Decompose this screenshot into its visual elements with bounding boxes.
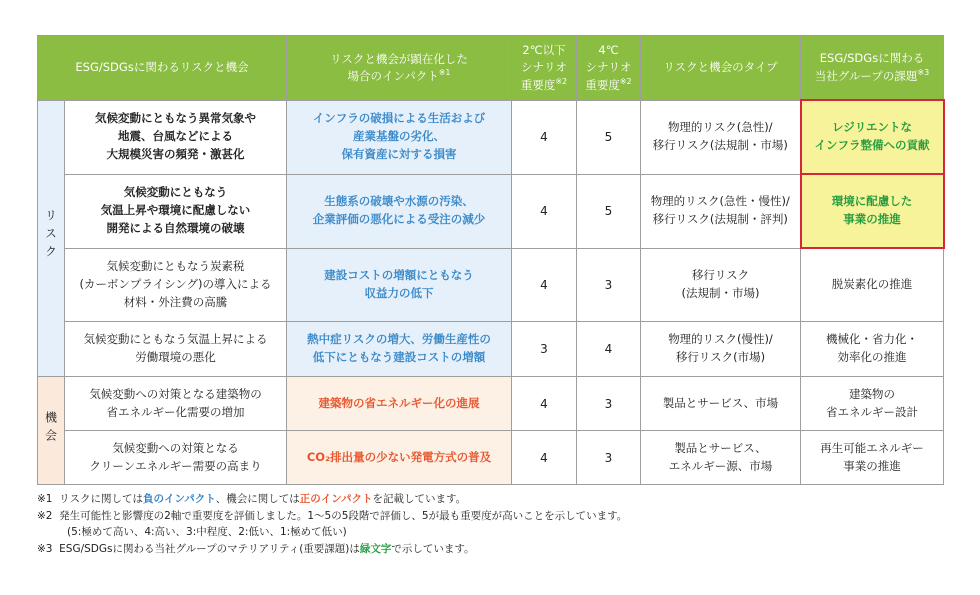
header-2c-scenario: 2℃以下 シナリオ 重要度$^{※2}$ — [512, 36, 577, 101]
risk-opportunity-table — [37, 35, 945, 485]
score-4c: 5 — [577, 100, 641, 174]
score-4c: 3 — [577, 248, 641, 322]
score-4c: 4 — [577, 322, 641, 377]
type-cell: 物理的リスク(慢性)/ 移行リスク(市場) — [641, 322, 801, 377]
footnote-1: ※1 リスクに関しては負のインパクト、機会に関しては正のインパクトを記載しています。 — [37, 493, 467, 505]
header-4c-scenario: 4℃ シナリオ 重要度$^{※2}$ — [577, 36, 641, 101]
score-2c: 4 — [512, 431, 577, 485]
header-type: リスクと機会のタイプ — [641, 36, 801, 101]
score-2c: 4 — [512, 248, 577, 322]
table-row — [38, 100, 944, 174]
footnote-2-scale: (5:極めて高い、4:高い、3:中程度、2:低い、1:極めて低い) — [67, 526, 347, 538]
header-row — [38, 36, 944, 101]
category-risk: リスク — [38, 100, 65, 377]
issue-cell: 脱炭素化の推進 — [801, 248, 944, 322]
issue-cell: 建築物の 省エネルギー設計 — [801, 377, 944, 431]
item-cell: 気候変動にともなう異常気象や 地震、台風などによる 大規模災害の頻発・激甚化 — [65, 100, 287, 174]
table-row — [38, 174, 944, 248]
header-impact: リスクと機会が顕在化した 場合のインパクト$^{※1}$ — [287, 36, 512, 101]
category-opportunity: 機会 — [38, 377, 65, 485]
item-cell: 気候変動への対策となる クリーンエネルギー需要の高まり — [65, 431, 287, 485]
impact-cell: 建設コストの増額にともなう 収益力の低下 — [287, 248, 512, 322]
issue-cell: 機械化・省力化・ 効率化の推進 — [801, 322, 944, 377]
impact-cell: CO₂排出量の少ない発電方式の普及 — [287, 431, 512, 485]
score-4c: 3 — [577, 431, 641, 485]
footnote-2: ※2 発生可能性と影響度の2軸で重要度を評価しました。1～5の5段階で評価し、5が最も重要度が高いことを示しています。 — [37, 509, 628, 522]
score-2c: 4 — [512, 174, 577, 248]
impact-cell: インフラの破損による生活および 産業基盤の劣化、 保有資産に対する損害 — [287, 100, 512, 174]
type-cell: 移行リスク (法規制・市場) — [641, 248, 801, 322]
issue-cell-material: レジリエントな インフラ整備への貢献 — [801, 100, 944, 174]
footnote-3: ※3 ESG/SDGsに関わる当社グループのマテリアリティ(重要課題)は緑文字で示しています。 — [37, 542, 475, 555]
item-cell: 気候変動にともなう 気温上昇や環境に配慮しない 開発による自然環境の破壊 — [65, 174, 287, 248]
score-2c: 4 — [512, 377, 577, 431]
impact-cell: 熱中症リスクの増大、労働生産性の 低下にともなう建設コストの増額 — [287, 322, 512, 377]
type-cell: 物理的リスク(急性)/ 移行リスク(法規制・市場) — [641, 100, 801, 174]
score-4c: 5 — [577, 174, 641, 248]
impact-cell: 建築物の省エネルギー化の進展 — [287, 377, 512, 431]
type-cell: 製品とサービス、市場 — [641, 377, 801, 431]
table-row — [38, 377, 944, 431]
issue-cell-material: 環境に配慮した 事業の推進 — [801, 174, 944, 248]
score-4c: 3 — [577, 377, 641, 431]
item-cell: 気候変動にともなう炭素税 (カーボンプライシング)の導入による 材料・外注費の高騰 — [65, 248, 287, 322]
score-2c: 3 — [512, 322, 577, 377]
issue-cell: 再生可能エネルギー 事業の推進 — [801, 431, 944, 485]
item-cell: 気候変動への対策となる建築物の 省エネルギー化需要の増加 — [65, 377, 287, 431]
table-row — [38, 431, 944, 485]
impact-cell: 生態系の破壊や水源の汚染、 企業評価の悪化による受注の減少 — [287, 174, 512, 248]
header-risk-opportunity: ESG/SDGsに関わるリスクと機会 — [38, 36, 287, 101]
table-row — [38, 248, 944, 322]
score-2c: 4 — [512, 100, 577, 174]
type-cell: 製品とサービス、 エネルギー源、市場 — [641, 431, 801, 485]
header-issue: ESG/SDGsに関わる 当社グループの課題$^{※3}$ — [801, 36, 944, 101]
footnotes — [37, 491, 627, 557]
type-cell: 物理的リスク(急性・慢性)/ 移行リスク(法規制・評判) — [641, 174, 801, 248]
table-row — [38, 322, 944, 377]
item-cell: 気候変動にともなう気温上昇による 労働環境の悪化 — [65, 322, 287, 377]
